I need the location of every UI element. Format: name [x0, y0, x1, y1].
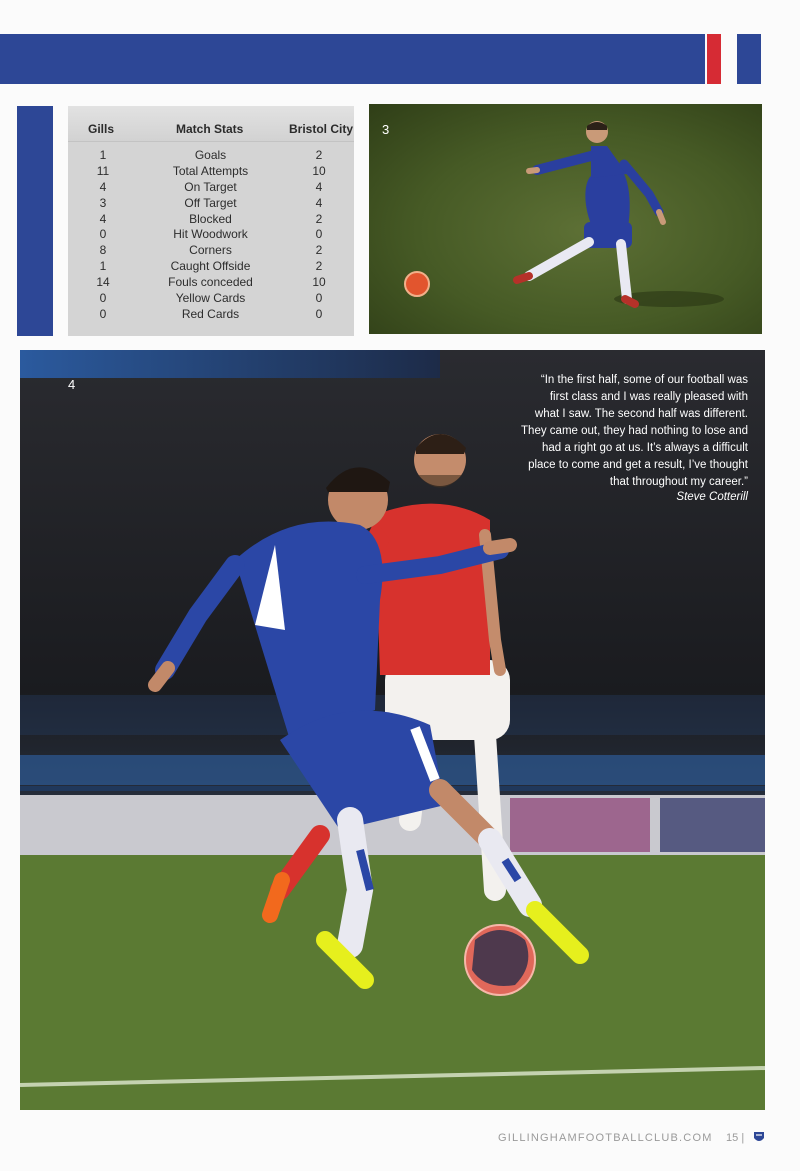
stats-header-row: [68, 106, 354, 142]
home-value: 11: [96, 163, 110, 178]
away-value: 2: [315, 259, 323, 274]
quote-line: They came out, they had nothing to lose and: [521, 425, 748, 437]
side-blue-block: [17, 106, 53, 336]
header-blue-block: [737, 34, 761, 84]
table-row: [68, 275, 354, 291]
stat-label: Corners: [189, 243, 232, 258]
stat-label: Fouls conceded: [168, 275, 253, 290]
stat-label: On Target: [184, 179, 237, 194]
header-home-team: Gills: [88, 122, 115, 136]
away-value: 0: [315, 306, 323, 321]
footer-website[interactable]: GILLINGHAMFOOTBALLCLUB.COM: [498, 1132, 713, 1144]
away-value: 2: [315, 243, 323, 258]
away-value: 0: [315, 227, 323, 242]
manager-quote: [505, 372, 748, 491]
header-away-team: Bristol City: [289, 122, 354, 136]
page-number: 15: [726, 1132, 739, 1144]
header-blue-bar: [0, 34, 705, 84]
footer-page-number: [726, 1132, 744, 1144]
match-stats-table: [68, 106, 354, 336]
quote-line: had a right go at us. It’s always a difficult: [541, 442, 748, 454]
quote-author: Steve Cotterill: [676, 491, 748, 503]
header-match-stats: Match Stats: [176, 122, 244, 136]
stat-label: Blocked: [189, 211, 232, 226]
away-value: 4: [315, 179, 323, 194]
stat-label: Total Attempts: [172, 163, 249, 178]
quote-line: what I saw. The second half was different.: [534, 408, 748, 420]
home-value: 0: [99, 227, 107, 242]
quote-line: “In the first half, some of our football was: [540, 374, 748, 386]
away-value: 10: [312, 275, 326, 290]
photo-match-action: [20, 350, 765, 1110]
table-row: [68, 212, 354, 228]
table-row: [68, 243, 354, 259]
quote-line: place to come and get a result, I’ve thought: [528, 459, 748, 471]
table-row: [68, 148, 354, 164]
player-shooting-illustration: [369, 104, 762, 334]
home-value: 4: [99, 211, 107, 226]
home-value: 0: [99, 291, 107, 306]
away-value: 4: [315, 195, 323, 210]
stat-label: Caught Offside: [170, 259, 251, 274]
table-row: [68, 164, 354, 180]
away-value: 2: [315, 148, 323, 162]
photo-number: 3: [382, 122, 390, 137]
home-value: 3: [99, 195, 107, 210]
quote-line: first class and I was really pleased with: [549, 391, 748, 403]
home-value: 8: [99, 243, 107, 258]
away-value: 0: [315, 291, 323, 306]
table-row: [68, 291, 354, 307]
stat-label: Off Target: [184, 195, 237, 210]
photo-player-shooting: [369, 104, 762, 334]
home-value: 14: [96, 275, 110, 290]
stat-label: Yellow Cards: [175, 291, 246, 306]
header-red-accent: [707, 34, 721, 84]
stat-label: Hit Woodwork: [173, 227, 248, 242]
table-row: [68, 196, 354, 212]
quote-line: that throughout my career.”: [609, 476, 748, 488]
table-row: [68, 227, 354, 243]
stats-rows: [68, 148, 354, 323]
football: [465, 925, 535, 995]
club-crest-icon: [752, 1130, 766, 1144]
table-row: [68, 307, 354, 323]
footer-separator: |: [741, 1132, 745, 1144]
home-value: 4: [99, 179, 107, 194]
stat-label: Red Cards: [181, 306, 240, 321]
table-row: [68, 259, 354, 275]
table-row: [68, 180, 354, 196]
away-value: 10: [312, 163, 326, 178]
home-value: 1: [99, 148, 107, 162]
home-value: 1: [99, 259, 107, 274]
stat-label: Goals: [194, 148, 227, 162]
home-value: 0: [99, 306, 107, 321]
photo-number: 4: [68, 377, 76, 392]
away-value: 2: [315, 211, 323, 226]
